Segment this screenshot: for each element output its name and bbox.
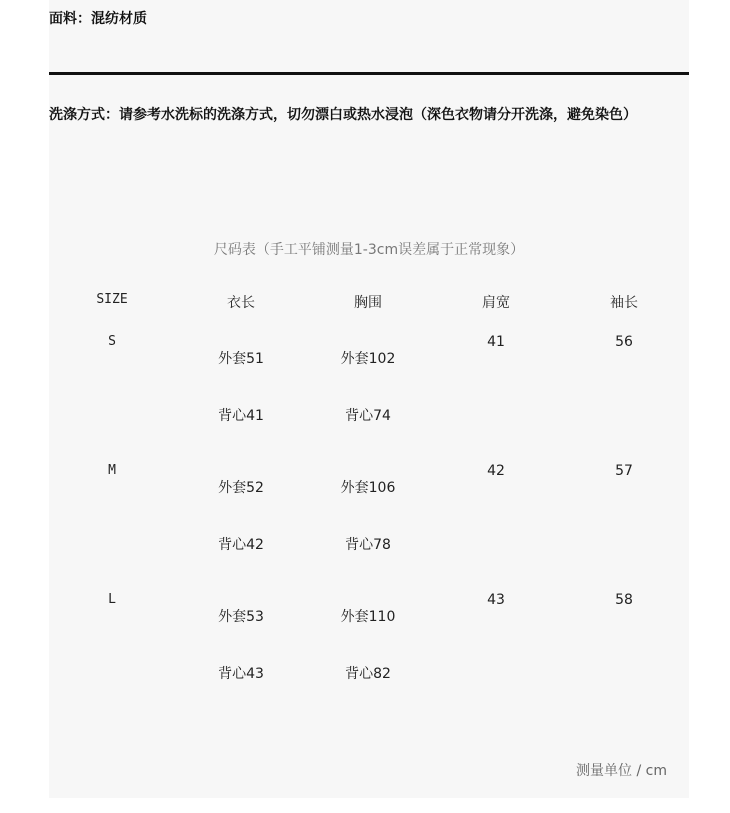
shoulder-l: 43	[487, 592, 505, 608]
chest-coat-m: 外套106	[340, 480, 396, 496]
fabric-info: 面料：混纺材质	[49, 11, 147, 27]
chest-coat-s: 外套102	[340, 351, 396, 367]
size-l: L	[108, 592, 116, 607]
header-shoulder: 肩宽	[482, 295, 510, 311]
size-s: S	[108, 334, 116, 349]
header-length: 衣长	[227, 295, 255, 311]
size-m: M	[108, 463, 116, 478]
header-chest: 胸围	[354, 295, 382, 311]
chest-coat-l: 外套110	[340, 609, 396, 625]
header-sleeve: 袖长	[610, 295, 638, 311]
length-vest-m: 背心42	[218, 537, 264, 553]
divider-line	[49, 72, 689, 75]
length-coat-m: 外套52	[218, 480, 264, 496]
sleeve-m: 57	[615, 463, 633, 479]
size-table-title: 尺码表（手工平铺测量1-3cm误差属于正常现象）	[213, 242, 525, 258]
length-coat-l: 外套53	[218, 609, 264, 625]
chest-vest-l: 背心82	[345, 666, 391, 682]
wash-instructions: 洗涤方式：请参考水洗标的洗涤方式，切勿漂白或热水浸泡（深色衣物请分开洗涤，避免染色）	[49, 107, 637, 123]
length-coat-s: 外套51	[218, 351, 264, 367]
chest-vest-s: 背心74	[345, 408, 391, 424]
header-size: SIZE	[96, 292, 128, 307]
shoulder-s: 41	[487, 334, 505, 350]
unit-note: 测量单位 / cm	[576, 763, 667, 779]
sleeve-s: 56	[615, 334, 633, 350]
length-vest-s: 背心41	[218, 408, 264, 424]
shoulder-m: 42	[487, 463, 505, 479]
chest-vest-m: 背心78	[345, 537, 391, 553]
length-vest-l: 背心43	[218, 666, 264, 682]
sleeve-l: 58	[615, 592, 633, 608]
